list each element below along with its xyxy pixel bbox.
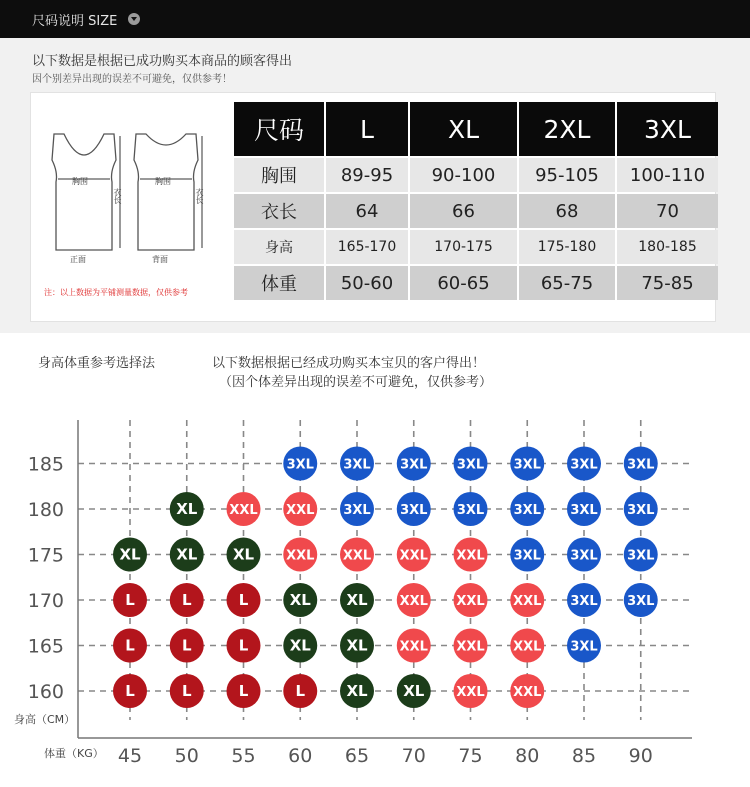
row-label: 衣长	[234, 194, 324, 228]
table-row	[234, 230, 718, 264]
size-point-label: XXL	[456, 594, 485, 609]
x-tick-label: 55	[231, 745, 256, 767]
x-tick-label: 85	[571, 745, 597, 767]
size-point-label: XXL	[286, 548, 315, 564]
measure-note: 注：以上数据为平铺测量数据，仅供参考	[44, 288, 188, 297]
vest-front	[52, 134, 116, 250]
table-cell: 100-110	[617, 158, 718, 192]
size-table-header	[234, 102, 718, 156]
table-cell: 89-95	[326, 158, 408, 192]
y-tick-label: 180	[27, 499, 64, 521]
size-point-label: 3XL	[343, 457, 371, 473]
header-cell: XL	[410, 102, 517, 156]
size-point-label: 3XL	[627, 548, 655, 564]
size-point-label: 3XL	[570, 594, 598, 609]
length-label-front: 衣长	[113, 188, 122, 204]
size-point-label: 3XL	[456, 503, 485, 518]
length-label-back: 衣长	[195, 188, 204, 204]
size-point-label: 3XL	[513, 503, 541, 518]
x-tick-label: 70	[401, 745, 426, 767]
vest-back	[134, 134, 198, 250]
x-tick-label: 65	[344, 745, 370, 767]
size-point-label: L	[181, 591, 192, 609]
table-cell: 95-105	[519, 158, 615, 192]
size-point-label: 3XL	[400, 457, 428, 473]
size-point-label: 3XL	[456, 457, 485, 473]
size-point-label: XL	[176, 500, 198, 518]
size-point-label: XXL	[513, 594, 542, 609]
size-point-label: L	[181, 636, 192, 655]
size-point-label: 3XL	[513, 548, 541, 564]
size-point-label: 3XL	[627, 503, 655, 518]
y-tick-label: 165	[27, 635, 64, 658]
vest-diagram	[36, 122, 226, 302]
size-point-label: XXL	[399, 548, 428, 564]
y-tick-label: 185	[27, 453, 64, 476]
size-point-label: XL	[346, 682, 368, 700]
table-cell: 75-85	[617, 266, 718, 300]
y-tick-label: 175	[27, 544, 64, 567]
size-point-label: 3XL	[570, 639, 598, 655]
size-point-label: XL	[346, 591, 368, 609]
size-point-label: 3XL	[513, 457, 541, 473]
size-point-label: L	[238, 682, 249, 700]
size-point-label: L	[295, 682, 306, 700]
front-caption: 正面	[70, 255, 86, 264]
y-axis-title: 身高（CM）	[14, 713, 76, 726]
table-cell: 65-75	[519, 266, 615, 300]
table-cell: 60-65	[410, 266, 517, 300]
intro-line-1: 以下数据是根据已成功购买本商品的顾客得出	[32, 54, 293, 69]
size-point-label: XXL	[399, 639, 428, 655]
size-point-label: L	[238, 591, 249, 609]
size-point-label: XXL	[513, 639, 542, 655]
size-point-label: XXL	[399, 594, 428, 609]
header-cell: 3XL	[617, 102, 718, 156]
size-point-label: L	[181, 682, 192, 700]
table-cell: 90-100	[410, 158, 517, 192]
x-tick-label: 80	[515, 745, 540, 767]
x-tick-label: 45	[117, 745, 143, 767]
intro-line-2: 因个别差异出现的误差不可避免，仅供参考！	[32, 74, 232, 85]
size-point-label: XXL	[342, 548, 372, 564]
table-cell: 170-175	[410, 230, 517, 264]
size-point-label: 3XL	[343, 503, 371, 518]
table-cell: 64	[326, 194, 408, 228]
x-tick-label: 60	[288, 745, 313, 767]
size-point-label: 3XL	[570, 548, 598, 564]
height-weight-chart	[0, 400, 750, 787]
size-point-label: 3XL	[627, 594, 655, 609]
size-point-label: XXL	[456, 685, 485, 700]
size-point-label: L	[125, 591, 135, 609]
header-cell: 尺码	[234, 102, 324, 156]
back-caption: 背面	[152, 255, 168, 264]
size-point-label: XXL	[229, 503, 258, 518]
size-point-label: 3XL	[627, 457, 655, 473]
size-point-label: 3XL	[570, 457, 598, 473]
size-table	[232, 100, 720, 302]
row-label: 胸围	[234, 158, 324, 192]
header-cell: L	[326, 102, 408, 156]
x-tick-label: 75	[458, 745, 483, 767]
size-header-bar	[0, 0, 750, 38]
table-row	[234, 194, 718, 228]
size-point-label: XL	[176, 545, 198, 564]
chart-note-2: （因个体差异出现的误差不可避免，仅供参考）	[219, 375, 493, 390]
x-tick-label: 90	[628, 745, 653, 767]
chevron-down-icon[interactable]	[128, 13, 140, 25]
header-cell: 2XL	[519, 102, 615, 156]
table-cell: 66	[410, 194, 517, 228]
table-cell: 175-180	[519, 230, 615, 264]
table-cell: 70	[617, 194, 718, 228]
size-point-label: XL	[119, 545, 141, 564]
size-point-label: XXL	[456, 639, 485, 655]
size-point-label: XL	[403, 682, 425, 700]
table-cell: 68	[519, 194, 615, 228]
chest-label-front: 胸围	[72, 177, 88, 186]
size-point-label: L	[125, 682, 135, 700]
chest-label-back: 胸围	[155, 177, 171, 186]
size-point-label: XXL	[513, 685, 542, 700]
x-axis-title: 体重（KG）	[44, 747, 104, 760]
row-label: 身高	[234, 230, 324, 264]
y-tick-label: 160	[27, 681, 64, 703]
y-tick-label: 170	[27, 590, 64, 612]
table-row	[234, 266, 718, 300]
size-header-title: 尺码说明 SIZE	[32, 14, 118, 29]
table-row	[234, 158, 718, 192]
size-point-label: XL	[289, 591, 311, 609]
size-point-label: 3XL	[570, 503, 598, 518]
chart-note-1: 以下数据根据已经成功购买本宝贝的客户得出！	[212, 356, 486, 371]
size-point-label: XL	[346, 636, 368, 655]
size-point-label: 3XL	[400, 503, 428, 518]
row-label: 体重	[234, 266, 324, 300]
size-point-label: L	[125, 636, 135, 655]
size-point-label: L	[238, 636, 249, 655]
size-point-label: XXL	[286, 503, 315, 518]
size-point-label: 3XL	[286, 457, 314, 473]
x-tick-label: 50	[174, 745, 199, 767]
table-cell: 180-185	[617, 230, 718, 264]
table-cell: 165-170	[326, 230, 408, 264]
size-point-label: XL	[232, 545, 255, 564]
table-cell: 50-60	[326, 266, 408, 300]
size-point-label: XXL	[456, 548, 485, 564]
chart-section-title: 身高体重参考选择法	[38, 356, 156, 371]
size-point-label: XL	[289, 636, 311, 655]
